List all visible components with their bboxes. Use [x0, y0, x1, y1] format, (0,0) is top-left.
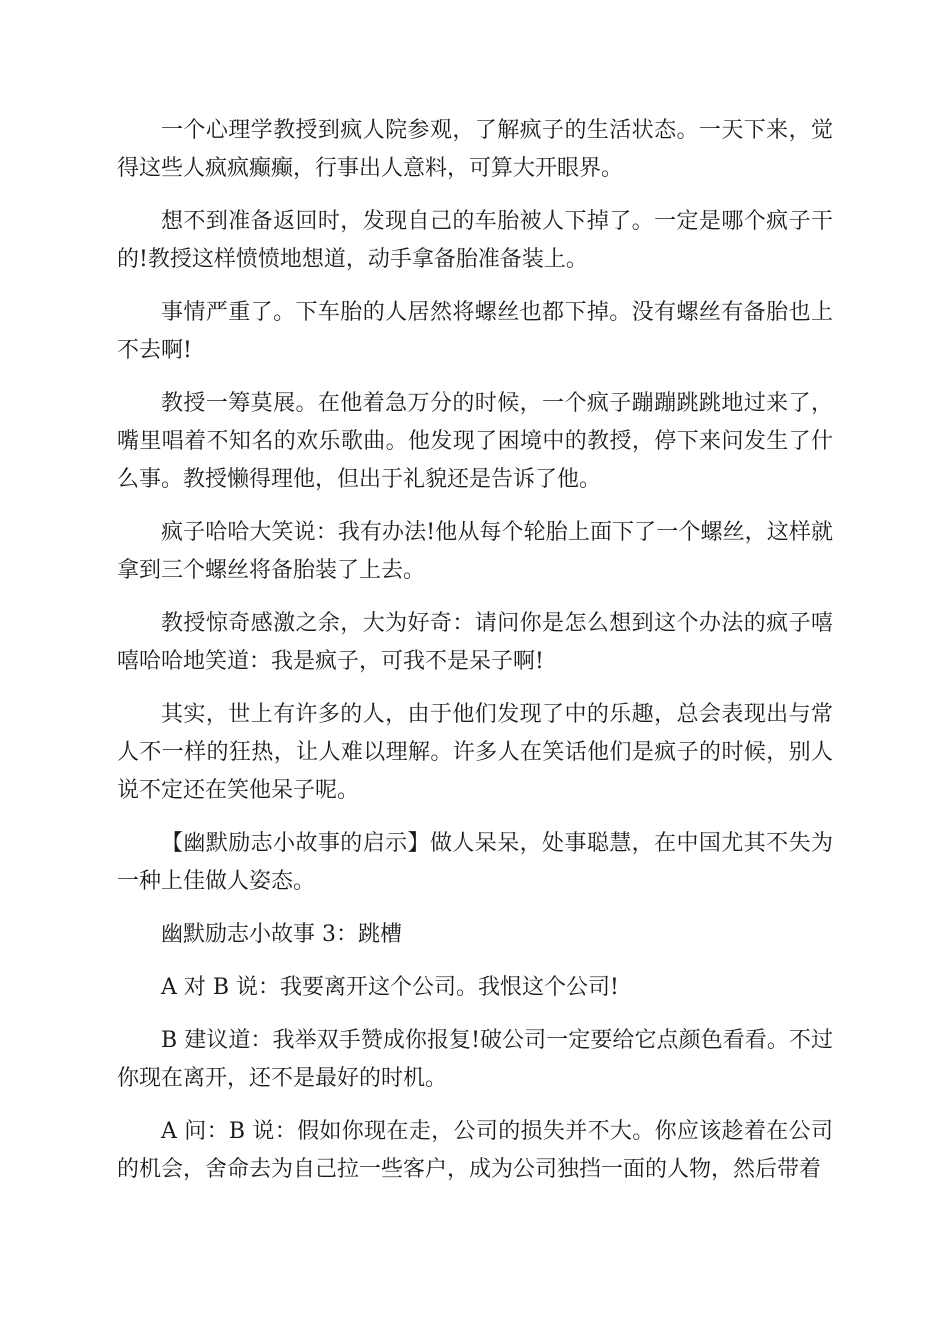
paragraph-4: 教授一筹莫展。在他着急万分的时候，一个疯子蹦蹦跳跳地过来了，嘴里唱着不知名的欢乐歌曲。他发现了困境中的教授，停下来问发生了什么事。教授懒得理他，但出于礼貌还是告诉了他。	[117, 391, 833, 492]
paragraph-10: B 建议道：我举双手赞成你报复!破公司一定要给它点颜色看看。不过你现在离开，还不是最好的时机。	[117, 1028, 833, 1091]
section-heading: 幽默励志小故事 3：跳槽	[161, 922, 402, 947]
paragraph-6: 教授惊奇感激之余，大为好奇：请问你是怎么想到这个办法的疯子嘻嘻哈哈地笑道：我是疯子，可我不是呆子啊!	[117, 611, 833, 674]
paragraph-11: A 问：B 说：假如你现在走，公司的损失并不大。你应该趁着在公司的机会，舍命去为自己拉一些客户，成为公司独挡一面的人物，然后带着	[117, 1119, 833, 1182]
paragraph-5: 疯子哈哈大笑说：我有办法!他从每个轮胎上面下了一个螺丝，这样就拿到三个螺丝将备胎装了上去。	[117, 520, 833, 583]
paragraph-2: 想不到准备返回时，发现自己的车胎被人下掉了。一定是哪个疯子干的!教授这样愤愤地想道，动手拿备胎准备装上。	[117, 209, 833, 272]
paragraph-8: 【幽默励志小故事的启示】做人呆呆，处事聪慧，在中国尤其不失为一种上佳做人姿态。	[117, 831, 833, 894]
paragraph-7: 其实，世上有许多的人，由于他们发现了中的乐趣，总会表现出与常人不一样的狂热，让人难以理解。许多人在笑话他们是疯子的时候，别人说不定还在笑他呆子呢。	[117, 702, 833, 803]
document-body	[117, 112, 833, 1204]
paragraph-1: 一个心理学教授到疯人院参观，了解疯子的生活状态。一天下来，觉得这些人疯疯癫癫，行事出人意料，可算大开眼界。	[117, 118, 833, 181]
paragraph-9: A 对 B 说：我要离开这个公司。我恨这个公司!	[161, 975, 619, 1000]
paragraph-3: 事情严重了。下车胎的人居然将螺丝也都下掉。没有螺丝有备胎也上不去啊!	[117, 300, 833, 363]
